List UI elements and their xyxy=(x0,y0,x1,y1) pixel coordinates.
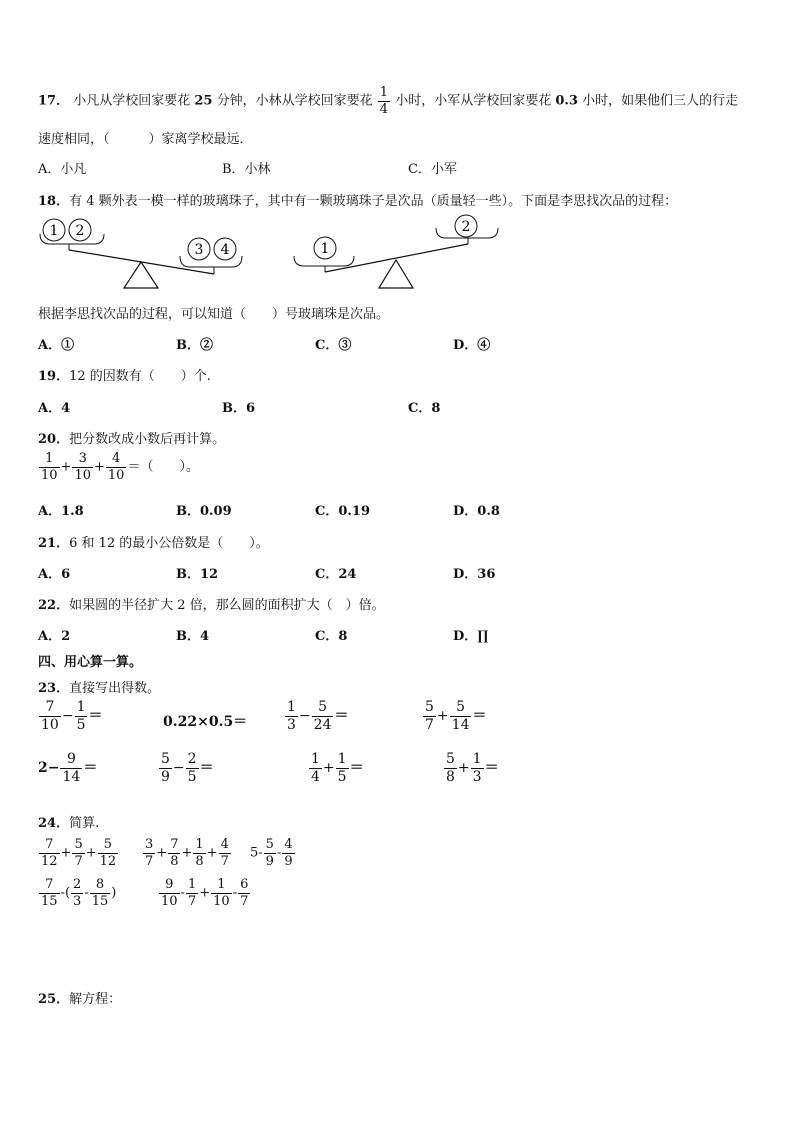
q23-expr-7: $\frac{1}{4}$ + $\frac{1}{5}$ ＝ xyxy=(311,751,364,785)
q22-option-c[interactable]: C．8 xyxy=(315,629,348,644)
q20-option-d[interactable]: D．0.8 xyxy=(453,504,500,519)
q21-line xyxy=(38,532,269,551)
q22-number: 22． xyxy=(38,598,70,613)
q24-expr-3: 5- $\frac{5}{9}$ - $\frac{4}{9}$ xyxy=(250,837,293,869)
q17-hours: 0.3 xyxy=(555,93,578,109)
q17-text-a2: 分钟，小林从学校回家要花 xyxy=(216,93,373,109)
q20-text: 把分数改成小数后再计算。 xyxy=(69,432,226,447)
q23-expr-3: $\frac{1}{3}$ − $\frac{5}{24}$ ＝ xyxy=(287,699,349,733)
q21-option-d[interactable]: D．36 xyxy=(453,567,496,582)
q19-line xyxy=(38,365,211,384)
q25-number: 25． xyxy=(38,992,70,1007)
q25-text: 解方程： xyxy=(69,992,122,1007)
q23-expr-2: 0.22×0.5＝ xyxy=(163,714,248,730)
q17-line1 xyxy=(38,86,738,116)
q20-number: 20． xyxy=(38,432,70,447)
q20-option-b[interactable]: B．0.09 xyxy=(176,504,232,519)
q24-expr-2: $\frac{3}{7}$ + $\frac{7}{8}$ + $\frac{1}{8}$ + $\frac{4}{7}$ xyxy=(145,837,229,869)
q17-text-b2: 小时，如果他们三人的行走 xyxy=(582,93,739,109)
q23-expr-1: $\frac{7}{10}$ − $\frac{1}{5}$ ＝ xyxy=(41,699,103,733)
q22-option-a[interactable]: A．2 xyxy=(38,629,71,644)
svg-text:2: 2 xyxy=(75,223,85,239)
q24-expr-1: $\frac{7}{12}$ + $\frac{5}{7}$ + $\frac{5}{12}$ xyxy=(41,837,117,869)
q18-option-d[interactable]: D．④ xyxy=(453,338,491,353)
q21-option-b[interactable]: B．12 xyxy=(176,567,219,582)
q18-option-b[interactable]: B．② xyxy=(176,338,213,353)
q20-frac-1: $\frac{1}{10}$ xyxy=(41,451,58,483)
q17-number: 17． xyxy=(38,93,70,109)
q22-text: 如果圆的半径扩大 2 倍，那么圆的面积扩大（ ）倍。 xyxy=(69,598,385,613)
svg-text:1: 1 xyxy=(320,241,330,257)
q20-frac-3: $\frac{4}{10}$ xyxy=(107,451,125,483)
left-balance-scale xyxy=(40,219,242,288)
q17-line2: 速度相同，（ ）家离学校最远． xyxy=(38,132,253,147)
q20-option-c[interactable]: C．0.19 xyxy=(315,504,371,519)
section-heading: 四、用心算一算。 xyxy=(38,655,143,670)
q23-expr-4: $\frac{5}{7}$ + $\frac{5}{14}$ ＝ xyxy=(425,699,487,733)
q24-number: 24． xyxy=(38,816,70,831)
q21-text: 6 和 12 的最小公倍数是（ ）。 xyxy=(69,536,269,551)
q17-option-c[interactable]: C．小军 xyxy=(408,162,457,177)
q21-option-c[interactable]: C．24 xyxy=(315,567,357,582)
q17-option-b[interactable]: B．小林 xyxy=(222,162,271,177)
q18-number: 18． xyxy=(38,194,70,209)
q17-option-a[interactable]: A．小凡 xyxy=(38,162,87,177)
q18-line2: 根据李思找次品的过程，可以知道（ ）号玻璃珠是次品。 xyxy=(38,307,390,322)
q19-number: 19． xyxy=(38,369,70,384)
q18-option-a[interactable]: A．① xyxy=(38,338,75,353)
balance-scales-figure xyxy=(36,212,506,294)
q21-number: 21． xyxy=(38,536,70,551)
q18-line1 xyxy=(38,190,677,209)
q22-option-d[interactable]: D．∏ xyxy=(453,629,489,644)
q24-expr-5: $\frac{9}{10}$ - $\frac{1}{7}$ + $\frac{1}{10}$ - $\frac{6}{7}$ xyxy=(161,877,249,909)
q23-expr-6: $\frac{5}{9}$ − $\frac{2}{5}$ ＝ xyxy=(161,751,214,785)
q23-expr-5: 2− $\frac{9}{14}$ ＝ xyxy=(38,751,98,785)
q23-expr-8: $\frac{5}{8}$ + $\frac{1}{3}$ ＝ xyxy=(446,751,499,785)
q18-text: 有 4 颗外表一模一样的玻璃珠子，其中有一颗玻璃珠子是次品（质量轻一些）。下面是李思找次品的过程： xyxy=(69,194,678,209)
q17-fraction: $\frac{1}{4}$ xyxy=(379,85,389,117)
q20-expression: $\frac{1}{10}$ + $\frac{3}{10}$ + $\frac{4}{10}$ ＝（ ）。 xyxy=(41,451,199,483)
svg-text:2: 2 xyxy=(461,219,471,235)
q24-text: 简算. xyxy=(69,816,100,831)
q23-line xyxy=(38,677,160,696)
q20-option-a[interactable]: A．1.8 xyxy=(38,504,84,519)
q17-minutes: 25 xyxy=(194,93,213,109)
q22-option-b[interactable]: B．4 xyxy=(176,629,210,644)
svg-text:1: 1 xyxy=(49,223,59,239)
svg-text:4: 4 xyxy=(220,242,230,258)
q20-line1 xyxy=(38,428,225,447)
svg-text:3: 3 xyxy=(194,242,204,258)
q19-option-c[interactable]: C．8 xyxy=(408,401,441,416)
q19-text: 12 的因数有（ ）个. xyxy=(69,369,211,384)
q23-number: 23． xyxy=(38,681,70,696)
q21-option-a[interactable]: A．6 xyxy=(38,567,71,582)
q22-line xyxy=(38,594,385,613)
q18-option-c[interactable]: C．③ xyxy=(315,338,352,353)
q24-expr-4: $\frac{7}{15}$ -( $\frac{2}{3}$ - $\frac{8}{15}$ ) xyxy=(41,877,117,909)
q19-option-b[interactable]: B．6 xyxy=(222,401,256,416)
q24-line xyxy=(38,812,99,831)
q19-option-a[interactable]: A．4 xyxy=(38,401,71,416)
q20-tail: ＝（ ）。 xyxy=(127,459,199,475)
q20-frac-2: $\frac{3}{10}$ xyxy=(74,451,91,483)
right-balance-scale xyxy=(294,215,498,288)
q17-text-b: 小时，小军从学校回家要花 xyxy=(395,93,552,109)
q23-text: 直接写出得数。 xyxy=(69,681,161,696)
q25-line xyxy=(38,988,121,1007)
q17-text-a: 小凡从学校回家要花 xyxy=(73,93,191,109)
